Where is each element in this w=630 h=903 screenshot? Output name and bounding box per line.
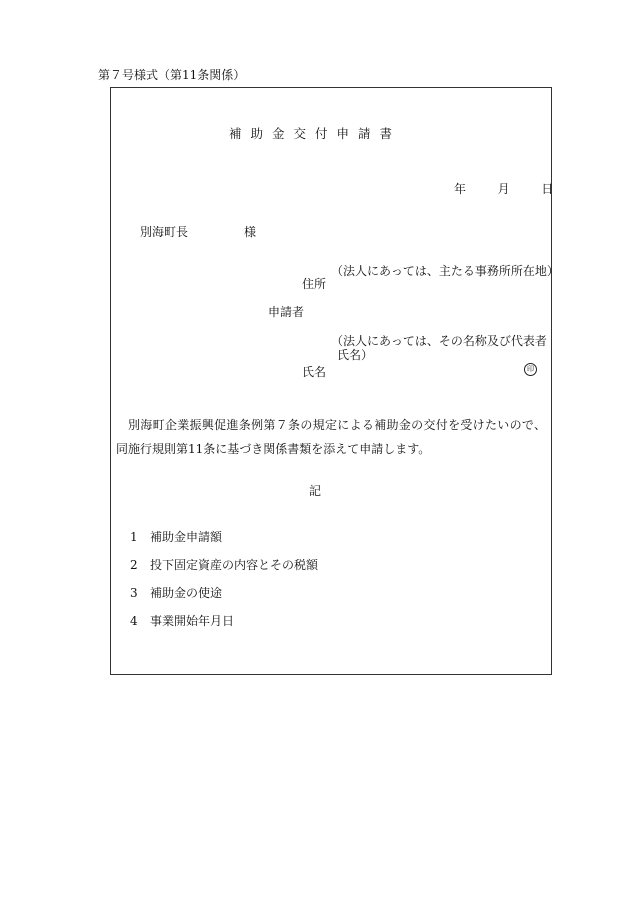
seal-icon: 印 <box>524 363 537 376</box>
ki-heading: 記 <box>308 484 321 498</box>
document-title: 補助金交付申請書 <box>228 126 401 141</box>
application-statement: 別海町企業振興促進条例第７条の規定による補助金の交付を受けたいので、同施行規則第11条に基づき関係書類を添えて申請します。 <box>116 418 546 456</box>
item-label: 事業開始年月日 <box>150 614 235 628</box>
name-note-line2: 氏名） <box>337 348 374 362</box>
addressee-name: 別海町長 <box>140 225 189 239</box>
addressee-honorific: 様 <box>244 225 257 239</box>
form-number-label: 第７号様式（第11条関係） <box>98 68 246 82</box>
item-label: 補助金申請額 <box>150 530 223 544</box>
item-number: 4 <box>130 614 138 628</box>
item-label: 補助金の使途 <box>150 586 223 600</box>
list-item <box>130 528 222 545</box>
list-item <box>130 556 318 573</box>
item-number: 2 <box>130 558 138 572</box>
date-month: 月 <box>497 182 510 196</box>
list-item <box>130 584 222 601</box>
item-number: 1 <box>130 530 138 544</box>
date-day: 日 <box>541 182 554 196</box>
date-year: 年 <box>454 182 467 196</box>
item-label: 投下固定資産の内容とその税額 <box>150 558 319 572</box>
item-number: 3 <box>130 586 138 600</box>
address-label: 住所 <box>302 277 327 291</box>
address-note: （法人にあっては、主たる事務所所在地） <box>331 264 559 278</box>
name-label: 氏名 <box>302 365 327 379</box>
list-item <box>130 612 234 629</box>
name-note-line1: （法人にあっては、その名称及び代表者 <box>331 334 547 348</box>
applicant-label: 申請者 <box>268 305 305 319</box>
date-line <box>454 180 553 197</box>
